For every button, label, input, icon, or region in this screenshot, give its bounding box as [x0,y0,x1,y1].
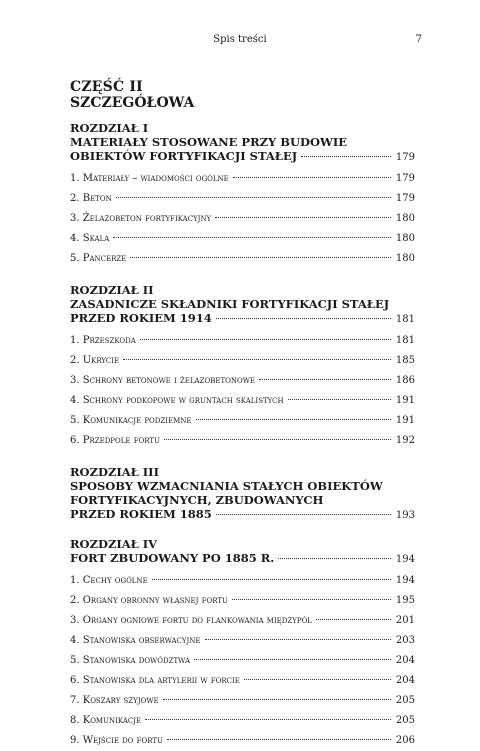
toc-entry-label: 3. Schrony betonowe i żelazobetonowe [70,375,256,386]
chapter-title-line: SPOSOBY WZMACNIANIA STAŁYCH OBIEKTÓW [70,479,383,493]
toc-entry-label: 6. Przedpole fortu [70,435,161,446]
chapter-title-line: MATERIAŁY STOSOWANE PRZY BUDOWIE [70,135,348,149]
chapter-title-line: PRZED ROKIEM 1885 [70,507,212,521]
dot-leader [288,399,391,400]
toc-entry-page: 181 [395,335,415,346]
toc-entry-page: 180 [395,253,415,264]
chapter-page-number: 179 [395,152,415,163]
dot-leader [301,156,391,157]
toc-entry[interactable] [70,731,415,751]
toc-entry-label: 3. Żelazobeton fortyfikacyjny [70,213,212,224]
toc-entry-label: 6. Stanowiska dla artylerii w forcie [70,675,240,686]
toc-chapter [70,537,415,751]
toc-entry[interactable] [70,611,415,631]
toc-entry-label: 4. Skala [70,233,110,244]
toc-entry-label: 5. Stanowiska dowództwa [70,655,191,666]
dot-leader [145,719,391,720]
toc-entry-page: 192 [395,435,415,446]
toc-entry-page: 191 [395,415,415,426]
page-number: 7 [415,34,422,45]
dot-leader [194,659,391,660]
dot-leader [232,599,391,600]
dot-leader [244,679,391,680]
toc-entry[interactable] [70,391,415,411]
chapter-title-entry[interactable] [70,507,415,523]
toc-chapter [70,465,415,523]
toc-entry-page: 204 [395,675,415,686]
toc-entry[interactable] [70,631,415,651]
dot-leader [113,237,391,238]
toc-entry-page: 205 [395,695,415,706]
toc-entry[interactable] [70,651,415,671]
toc-entry-page: 201 [395,615,415,626]
toc-entry[interactable] [70,571,415,591]
toc-chapter [70,283,415,451]
chapter-list [70,121,415,751]
toc-entry-label: 1. Przeszkoda [70,335,136,346]
chapter-label: ROZDZIAŁ I [70,121,149,135]
chapter-title-entry[interactable] [70,311,415,327]
toc-entry[interactable] [70,671,415,691]
dot-leader [196,419,391,420]
dot-leader [215,217,391,218]
dot-leader [123,359,391,360]
chapter-label: ROZDZIAŁ IV [70,537,158,551]
dot-leader [152,579,391,580]
toc-entry[interactable] [70,209,415,229]
dot-leader [216,318,391,319]
dot-leader [130,257,391,258]
part-label: CZĘŚĆ II [70,79,143,95]
chapter-page-number: 193 [395,510,415,521]
part-subtitle: SZCZEGÓŁOWA [70,95,195,111]
dot-leader [167,739,391,740]
dot-leader [278,558,391,559]
toc-entry[interactable] [70,229,415,249]
toc-entry-label: 4. Schrony podkopowe w gruntach skalistych [70,395,284,406]
running-title: Spis treści [213,34,267,45]
toc-entry-page: 204 [395,655,415,666]
dot-leader [259,379,391,380]
chapter-title-line: PRZED ROKIEM 1914 [70,311,212,325]
toc-entry[interactable] [70,711,415,731]
toc-entry-page: 191 [395,395,415,406]
toc-entry-label: 8. Komunikacje [70,715,142,726]
toc-entry-label: 3. Organy ogniowe fortu do flankowania międzypól [70,615,312,626]
dot-leader [233,177,391,178]
toc-entry[interactable] [70,351,415,371]
toc-entry-label: 1. Cechy ogólne [70,575,148,586]
chapter-page-number: 181 [395,314,415,325]
toc-entry-label: 4. Stanowiska obserwacyjne [70,635,201,646]
toc-entry-page: 195 [395,595,415,606]
toc-entry[interactable] [70,591,415,611]
toc-entry-page: 185 [395,355,415,366]
dot-leader [316,619,391,620]
toc-entry-page: 194 [395,575,415,586]
chapter-title-line: OBIEKTÓW FORTYFIKACJI STAŁEJ [70,149,298,163]
toc-entry-page: 203 [395,635,415,646]
dot-leader [163,699,391,700]
toc-entry-page: 186 [395,375,415,386]
dot-leader [216,514,391,515]
toc-entry-page: 205 [395,715,415,726]
toc-entry[interactable] [70,169,415,189]
toc-entry-page: 179 [395,193,415,204]
chapter-title-line: FORTYFIKACYJNYCH, ZBUDOWANYCH [70,493,324,507]
toc-entry[interactable] [70,189,415,209]
dot-leader [140,339,391,340]
toc-entry-page: 206 [395,735,415,746]
toc-entry-label: 2. Organy obronny własnej fortu [70,595,228,606]
chapter-title-entry[interactable] [70,551,415,567]
toc-entry[interactable] [70,371,415,391]
toc-entry[interactable] [70,691,415,711]
toc-entry-label: 9. Wejście do fortu [70,735,163,746]
toc-entry-page: 179 [395,173,415,184]
chapter-title-line: FORT ZBUDOWANY PO 1885 R. [70,551,275,565]
chapter-label: ROZDZIAŁ III [70,465,159,479]
chapter-label: ROZDZIAŁ II [70,283,154,297]
toc-entry-label: 5. Pancerze [70,253,127,264]
chapter-page-number: 194 [395,554,415,565]
toc-entry-label: 2. Beton [70,193,112,204]
toc-entry-label: 2. Ukrycie [70,355,120,366]
toc-content [70,79,415,751]
toc-entry-page: 180 [395,233,415,244]
dot-leader [205,639,391,640]
chapter-title-line: ZASADNICZE SKŁADNIKI FORTYFIKACJI STAŁEJ [70,297,390,311]
toc-entry-label: 1. Materiały – wiadomości ogólne [70,173,229,184]
dot-leader [116,197,391,198]
dot-leader [164,439,391,440]
chapter-title-entry[interactable] [70,149,415,165]
toc-entry[interactable] [70,431,415,451]
toc-entry-label: 7. Koszary szyjowe [70,695,159,706]
toc-entry-page: 180 [395,213,415,224]
toc-entry[interactable] [70,249,415,269]
toc-chapter [70,121,415,269]
toc-entry[interactable] [70,411,415,431]
toc-entry-label: 5. Komunikacje podziemne [70,415,192,426]
toc-entry[interactable] [70,331,415,351]
